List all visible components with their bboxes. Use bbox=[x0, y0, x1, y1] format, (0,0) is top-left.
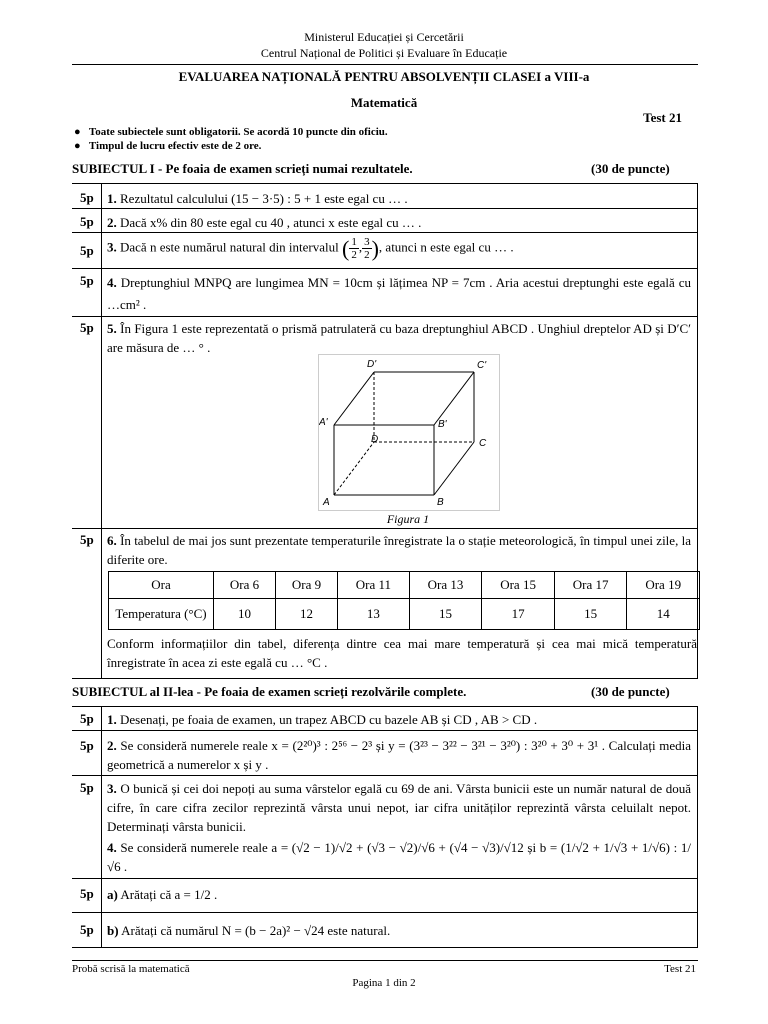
s2-item3 bbox=[107, 779, 691, 836]
interval-fraction-high: $\frac{3}{2}$ bbox=[364, 236, 370, 261]
row-rule bbox=[72, 208, 698, 209]
item-points: 5p bbox=[80, 711, 94, 726]
item-text: Arătați că numărul N = (b − 2a)² − √24 este natural. bbox=[121, 923, 391, 938]
prism-figure bbox=[319, 355, 499, 510]
section1-points: (30 de puncte) bbox=[591, 161, 670, 176]
section1-points-column-line bbox=[101, 184, 102, 678]
row-rule bbox=[72, 232, 698, 233]
item-number: 6. bbox=[107, 533, 117, 548]
item-points: 5p bbox=[80, 886, 94, 901]
exam-title: EVALUAREA NAȚIONALĂ PENTRU ABSOLVENȚII CLASEI a VIII-a bbox=[178, 69, 590, 84]
interval-fraction-low: $\frac{1}{2}$ bbox=[351, 236, 357, 261]
table-cell: Ora 13 bbox=[409, 572, 482, 599]
footer-left: Probă scrisă la matematică bbox=[72, 963, 190, 975]
item-number: 5. bbox=[107, 321, 117, 336]
header-rule bbox=[72, 64, 698, 65]
label-Bp: B' bbox=[438, 419, 447, 430]
table-cell: 15 bbox=[409, 599, 482, 630]
s1-item6 bbox=[107, 531, 691, 569]
row-rule bbox=[72, 316, 698, 317]
section2-points-column-line bbox=[101, 707, 102, 947]
table-cell: 15 bbox=[554, 599, 627, 630]
label-Cp: C' bbox=[477, 360, 487, 371]
section1-bottom-rule bbox=[72, 678, 698, 679]
edge-AD bbox=[334, 442, 374, 495]
s2-item4 bbox=[107, 838, 691, 876]
bullet-icon: ● bbox=[74, 126, 81, 138]
item-text: Desenați, pe foaia de examen, un trapez ABCD cu bazele AB și CD , AB > CD . bbox=[120, 712, 538, 727]
row-rule bbox=[72, 730, 698, 731]
item-text: O bunică și cei doi nepoți au suma vârstelor egală cu 69 de ani. Vârsta bunicii este un număr natural de două cifre, în care cifra zecilor reprezintă vârsta unui nepot, iar cifra unităților reprezintă vârsta celuilalt nepot. Determinați vârsta bunicii. bbox=[107, 781, 692, 834]
row-rule bbox=[72, 775, 698, 776]
table-cell: Ora 15 bbox=[482, 572, 555, 599]
s2-item4b bbox=[107, 921, 691, 940]
rules-list bbox=[74, 125, 388, 153]
temperature-table bbox=[108, 571, 700, 630]
ministry-name: Ministerul Educației și Cercetării bbox=[304, 30, 464, 44]
footer-rule bbox=[72, 960, 698, 961]
row-rule bbox=[72, 528, 698, 529]
s2-item4a bbox=[107, 885, 691, 904]
item-text: Dacă n este numărul natural din intervalul bbox=[120, 239, 339, 255]
bullet-icon: ● bbox=[74, 140, 81, 152]
table-cell: 14 bbox=[627, 599, 700, 630]
figure-1-box bbox=[318, 354, 500, 511]
item-points: 5p bbox=[80, 532, 94, 547]
section1-title: SUBIECTUL I - Pe foaia de examen scrieți numai rezultatele. bbox=[72, 161, 413, 176]
table-cell: Ora 11 bbox=[338, 572, 410, 599]
s1-item1 bbox=[107, 189, 691, 208]
row-rule bbox=[72, 878, 698, 879]
center-name: Centrul Național de Politici și Evaluare în Educație bbox=[260, 46, 508, 60]
label-Ap: A' bbox=[319, 417, 328, 428]
label-Dp: D' bbox=[367, 359, 377, 370]
table-row bbox=[109, 572, 700, 599]
label-C: C bbox=[479, 438, 487, 449]
section2-right-border bbox=[697, 707, 698, 947]
item-points: 5p bbox=[80, 922, 94, 937]
edge-ApDp bbox=[334, 372, 374, 425]
section2-rule bbox=[72, 706, 698, 707]
item-text: Rezultatul calculului (15 − 3·5) : 5 + 1 este egal cu … . bbox=[120, 191, 408, 206]
edge-BC bbox=[434, 442, 474, 495]
test-label: Test 21 bbox=[643, 110, 682, 125]
row-rule bbox=[72, 268, 698, 269]
item-text: Se consideră numerele reale a = (√2 − 1)/√2 + (√3 − √2)/√6 + (√4 − √3)/√12 și b = (1/√2 + 1/√3 + 1/√6) : 1/√6 . bbox=[107, 840, 692, 874]
item-text: În tabelul de mai jos sunt prezentate temperaturile înregistrate la o stație meteorologică, în timpul unei zile, la diferite ore. bbox=[107, 533, 692, 567]
label-B: B bbox=[437, 497, 444, 508]
s1-item3: 3. Dacă n este numărul natural din intervalul ( $\frac{1}{2}$ , $\frac{3}{2}$ ), atunci n este egal cu … . bbox=[107, 236, 514, 261]
item-number: 3. bbox=[107, 239, 117, 255]
table-cell: 10 bbox=[214, 599, 276, 630]
item-points: 5p bbox=[80, 243, 94, 258]
item-points: 5p bbox=[80, 190, 94, 205]
table-cell: Ora 17 bbox=[554, 572, 627, 599]
item-number: a) bbox=[107, 887, 118, 902]
section1-rule bbox=[72, 183, 698, 184]
item-number: 1. bbox=[107, 712, 117, 727]
item-number: 4. bbox=[107, 275, 117, 290]
section2-bottom-rule bbox=[72, 947, 698, 948]
table-cell: Ora bbox=[109, 572, 214, 599]
item-points: 5p bbox=[80, 738, 94, 753]
s2-item1 bbox=[107, 710, 691, 729]
label-D: D bbox=[371, 434, 379, 445]
item-text: Dreptunghiul MNPQ are lungimea MN = 10cm și lățimea NP = 7cm . Aria acestui dreptunghi este egală cu …cm² . bbox=[107, 275, 691, 312]
table-row bbox=[109, 599, 700, 630]
table-cell: 17 bbox=[482, 599, 555, 630]
item-number: b) bbox=[107, 923, 119, 938]
item-points: 5p bbox=[80, 320, 94, 335]
edge-BpCp bbox=[434, 372, 474, 425]
row-rule bbox=[72, 912, 698, 913]
table-cell: Temperatura (°C) bbox=[109, 599, 214, 630]
table-cell: 12 bbox=[276, 599, 338, 630]
table-cell: 13 bbox=[338, 599, 410, 630]
table-cell: Ora 9 bbox=[276, 572, 338, 599]
s1-item6-conclusion: Conform informațiilor din tabel, diferența dintre cea mai mare temperatură și cea mai mică temperatură înregistrate în acea zi este egală cu … °C . bbox=[107, 636, 697, 670]
section2-points: (30 de puncte) bbox=[591, 684, 670, 699]
item-text: Arătați că a = 1/2 . bbox=[120, 887, 218, 902]
item-text: Dacă x% din 80 este egal cu 40 , atunci x este egal cu … . bbox=[120, 215, 422, 230]
section2-title: SUBIECTUL al II-lea - Pe foaia de examen scrieți rezolvările complete. bbox=[72, 684, 467, 699]
figure-caption: Figura 1 bbox=[386, 512, 430, 526]
item-points: 5p bbox=[80, 214, 94, 229]
item-number: 4. bbox=[107, 840, 117, 855]
item-number: 2. bbox=[107, 738, 117, 753]
table-cell: Ora 6 bbox=[214, 572, 276, 599]
item-text: Se consideră numerele reale x = (2²⁰)³ : 2⁵⁶ − 2³ și y = (3²³ − 3²² − 3²¹ − 3²⁰) : 3²⁰ + 3⁰ + 3¹ . Calculați media geometrică a numerelor x și y . bbox=[107, 738, 691, 772]
item-points: 5p bbox=[80, 780, 94, 795]
item-points: 5p bbox=[80, 273, 94, 288]
s2-item2 bbox=[107, 736, 691, 774]
item-number: 1. bbox=[107, 191, 117, 206]
s1-item2 bbox=[107, 213, 691, 232]
s1-item4 bbox=[107, 272, 691, 316]
rule-2: Timpul de lucru efectiv este de 2 ore. bbox=[88, 140, 262, 152]
item-text-end: , atunci n este egal cu … . bbox=[378, 239, 514, 255]
item-number: 3. bbox=[107, 781, 117, 796]
rule-1: Toate subiectele sunt obligatorii. Se acordă 10 puncte din oficiu. bbox=[88, 126, 388, 138]
page-number: Pagina 1 din 2 bbox=[352, 977, 416, 989]
s1-item5 bbox=[107, 319, 691, 357]
table-cell: Ora 19 bbox=[627, 572, 700, 599]
label-A: A bbox=[323, 497, 330, 508]
subject-title: Matematică bbox=[350, 95, 418, 110]
footer-right: Test 21 bbox=[664, 963, 696, 975]
item-text: În Figura 1 este reprezentată o prismă patrulateră cu baza dreptunghiul ABCD . Unghiul dreptelor AD și D′C′ are măsura de … ° . bbox=[107, 321, 691, 355]
item-number: 2. bbox=[107, 215, 117, 230]
